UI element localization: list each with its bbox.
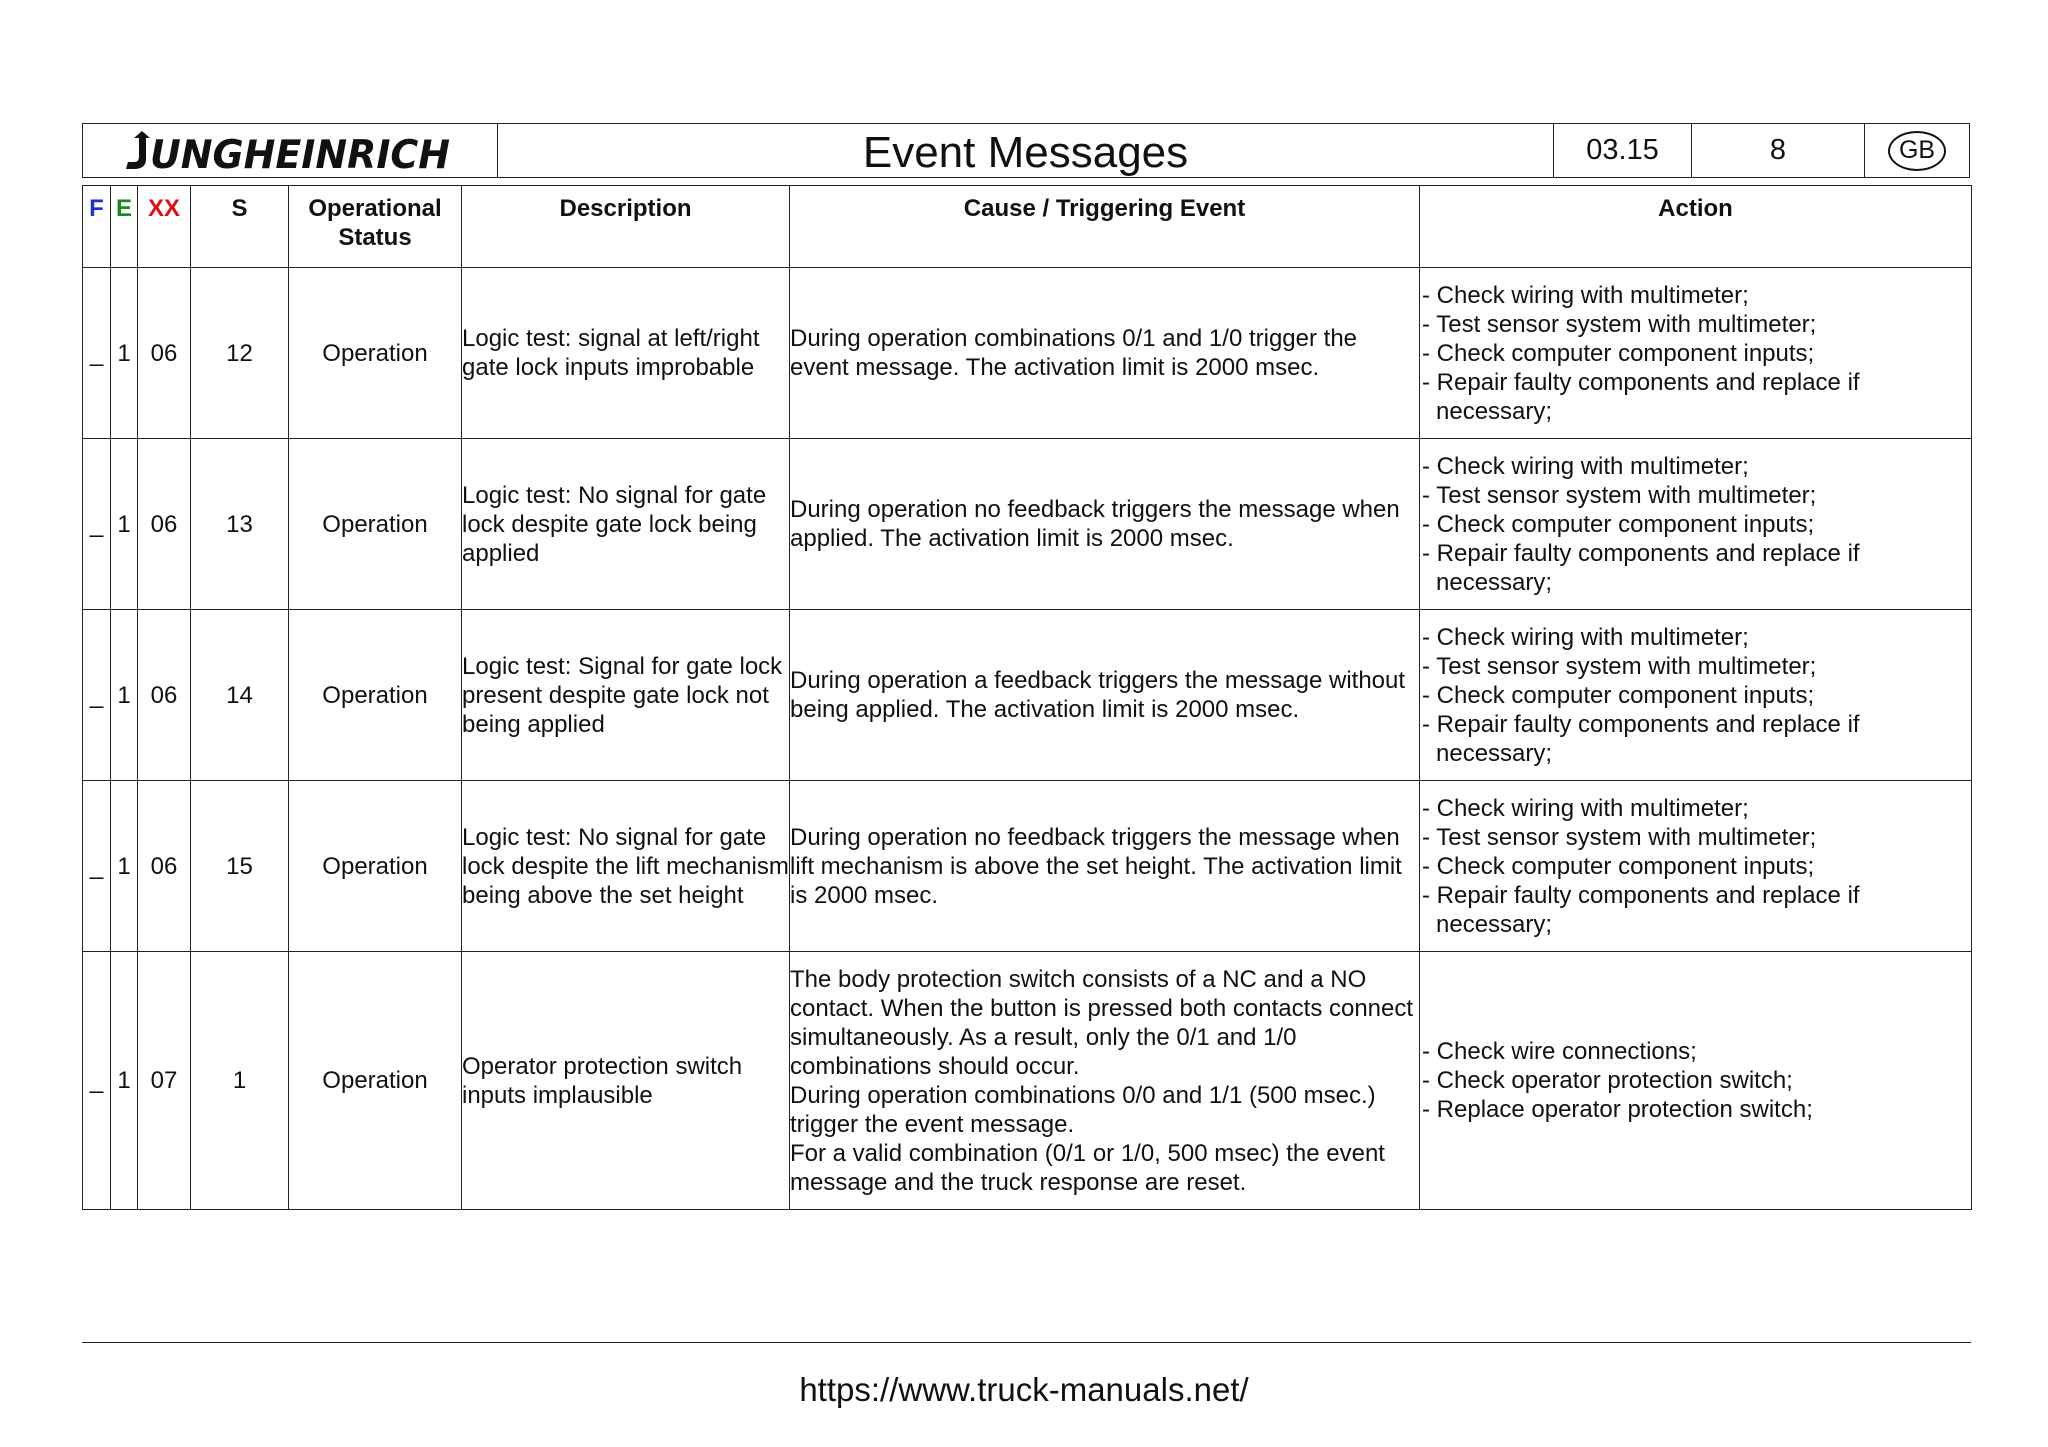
cell-f: _	[83, 610, 111, 781]
cell-cause: During operation no feedback triggers the message when lift mechanism is above the set height. The activation limit is 2000 msec.	[790, 781, 1420, 952]
logo-text: UNGHEINRICH	[150, 132, 450, 173]
action-item: - Check computer component inputs;	[1422, 852, 1815, 880]
column-header-status	[289, 186, 462, 268]
cell-f: _	[83, 439, 111, 610]
event-messages-table	[82, 185, 1972, 1210]
cell-f: _	[83, 781, 111, 952]
cell-s: 1	[191, 952, 289, 1210]
cell-description: Logic test: No signal for gate lock despite gate lock being applied	[462, 439, 790, 610]
logo-cell	[83, 124, 498, 177]
revision-date: 03.15	[1554, 124, 1692, 177]
action-item: - Repair faulty components and replace if necessary;	[1422, 368, 1860, 425]
cell-e: 1	[111, 268, 138, 439]
action-item: - Check computer component inputs;	[1422, 510, 1815, 538]
cell-xx: 06	[138, 268, 191, 439]
cell-e: 1	[111, 439, 138, 610]
action-item: - Repair faulty components and replace if necessary;	[1422, 881, 1860, 938]
cell-s: 12	[191, 268, 289, 439]
cell-cause: During operation combinations 0/1 and 1/0 trigger the event message. The activation limit is 2000 msec.	[790, 268, 1420, 439]
cell-xx: 06	[138, 439, 191, 610]
column-header-description: Description	[462, 186, 790, 268]
column-header-status-line2: Status	[338, 224, 412, 251]
action-item: - Replace operator protection switch;	[1422, 1096, 1813, 1123]
cell-f: _	[83, 952, 111, 1210]
action-item: - Check wiring with multimeter;	[1422, 452, 1749, 480]
cell-status: Operation	[289, 952, 462, 1210]
jungheinrich-logo	[120, 129, 460, 173]
cell-cause: During operation no feedback triggers the message when applied. The activation limit is 2000 msec.	[790, 439, 1420, 610]
country-badge: GB	[1888, 131, 1946, 171]
cell-description: Operator protection switch inputs implausible	[462, 952, 790, 1210]
column-header-action: Action	[1420, 186, 1972, 268]
cell-e: 1	[111, 952, 138, 1210]
cell-xx: 07	[138, 952, 191, 1210]
cause-paragraph: During operation combinations 0/0 and 1/1 (500 msec.) trigger the event message.	[790, 1081, 1376, 1138]
action-item: - Test sensor system with multimeter;	[1422, 652, 1817, 680]
column-header-cause: Cause / Triggering Event	[790, 186, 1420, 268]
cell-xx: 06	[138, 610, 191, 781]
column-header-xx: XX	[138, 186, 191, 268]
table-row	[83, 439, 1972, 610]
country-cell	[1865, 124, 1969, 177]
cell-status: Operation	[289, 781, 462, 952]
cell-f: _	[83, 268, 111, 439]
action-item: - Test sensor system with multimeter;	[1422, 310, 1817, 338]
column-header-f: F	[83, 186, 111, 268]
action-item: - Check operator protection switch;	[1422, 1067, 1793, 1094]
action-item: - Test sensor system with multimeter;	[1422, 481, 1817, 509]
table-header-row	[83, 186, 1972, 268]
cell-e: 1	[111, 781, 138, 952]
cell-s: 15	[191, 781, 289, 952]
action-item: - Repair faulty components and replace if necessary;	[1422, 710, 1860, 767]
action-item: - Check wiring with multimeter;	[1422, 794, 1749, 822]
action-item: - Test sensor system with multimeter;	[1422, 823, 1817, 851]
cell-xx: 06	[138, 781, 191, 952]
table-row	[83, 268, 1972, 439]
cell-action	[1420, 952, 1972, 1210]
column-header-s: S	[191, 186, 289, 268]
cell-status: Operation	[289, 610, 462, 781]
cell-action	[1420, 268, 1972, 439]
table-row	[83, 781, 1972, 952]
footer-link[interactable]: https://www.truck-manuals.net/	[799, 1371, 1249, 1408]
cause-paragraph: The body protection switch consists of a NC and a NO contact. When the button is pressed both contacts connect simultaneously. As a result, only the 0/1 and 1/0 combinations should occur.	[790, 965, 1414, 1080]
footer-divider	[82, 1342, 1971, 1343]
cell-description: Logic test: Signal for gate lock present despite gate lock not being applied	[462, 610, 790, 781]
cell-s: 13	[191, 439, 289, 610]
action-item: - Check wiring with multimeter;	[1422, 623, 1749, 651]
page-number: 8	[1692, 124, 1865, 177]
table-row	[83, 952, 1972, 1210]
cause-paragraph: For a valid combination (0/1 or 1/0, 500 msec) the event message and the truck response are reset.	[790, 1139, 1385, 1196]
action-item: - Check wire connections;	[1422, 1038, 1697, 1065]
action-item: - Repair faulty components and replace if necessary;	[1422, 539, 1860, 596]
cell-status: Operation	[289, 268, 462, 439]
document-header	[82, 123, 1970, 178]
cell-description: Logic test: No signal for gate lock despite the lift mechanism being above the set height	[462, 781, 790, 952]
column-header-status-line1: Operational	[308, 195, 442, 222]
cell-status: Operation	[289, 439, 462, 610]
action-item: - Check computer component inputs;	[1422, 681, 1815, 709]
action-item: - Check computer component inputs;	[1422, 339, 1815, 367]
table-row	[83, 610, 1972, 781]
cell-cause: During operation a feedback triggers the message without being applied. The activation limit is 2000 msec.	[790, 610, 1420, 781]
cell-action	[1420, 439, 1972, 610]
column-header-e: E	[111, 186, 138, 268]
cell-s: 14	[191, 610, 289, 781]
cell-description: Logic test: signal at left/right gate lock inputs improbable	[462, 268, 790, 439]
cell-e: 1	[111, 610, 138, 781]
cell-cause	[790, 952, 1420, 1210]
cell-action	[1420, 610, 1972, 781]
cell-action	[1420, 781, 1972, 952]
action-item: - Check wiring with multimeter;	[1422, 281, 1749, 309]
page-title: Event Messages	[498, 124, 1554, 177]
